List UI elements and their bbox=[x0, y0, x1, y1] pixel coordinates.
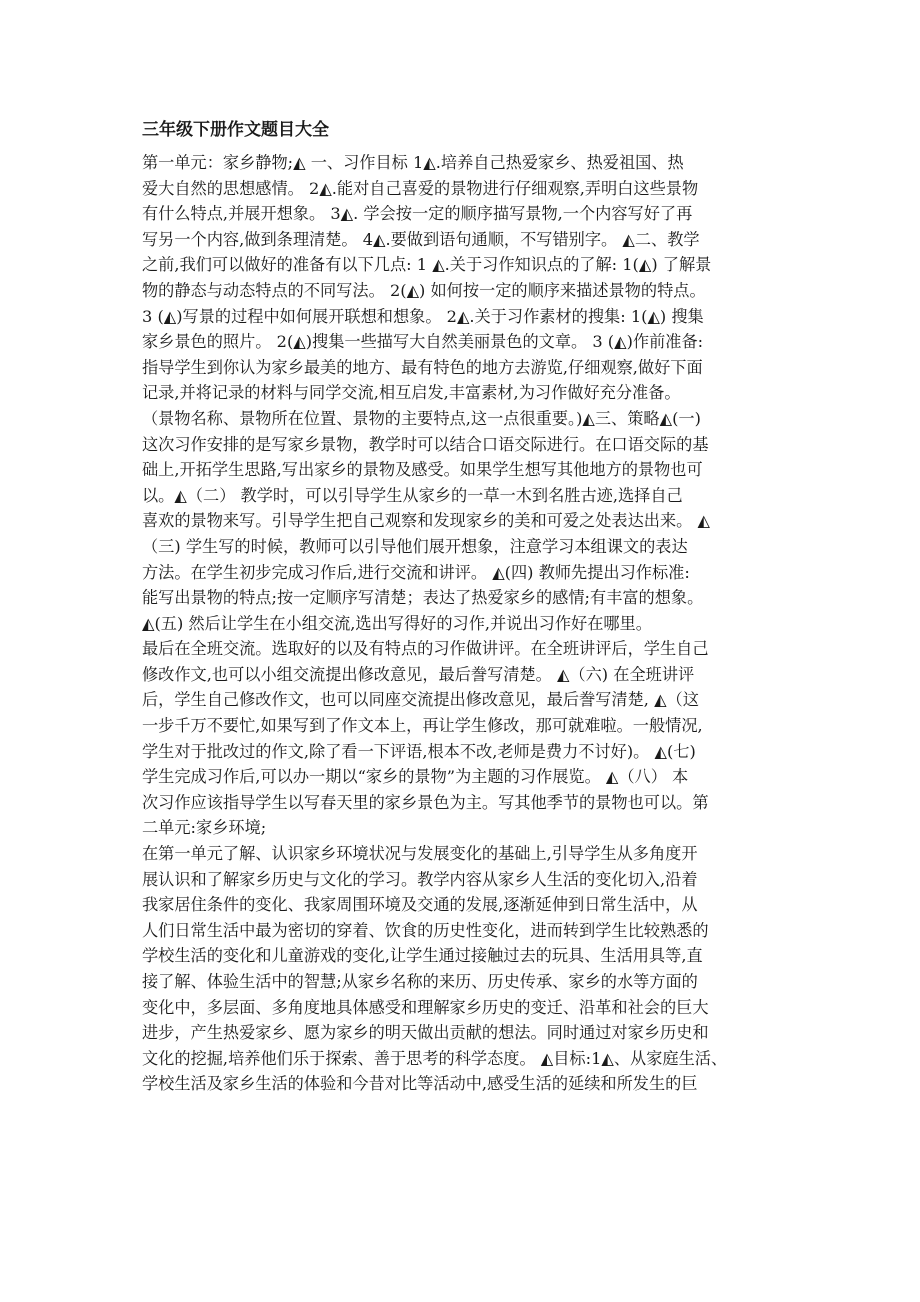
text-line: 最后在全班交流。选取好的以及有特点的习作做讲评。在全班讲评后，学生自己 bbox=[142, 639, 709, 659]
text-line: （景物名称、景物所在位置、景物的主要特点,这一点很重要。)◭三、策略◭(一) bbox=[142, 408, 701, 428]
text-line: 学校生活及家乡生活的体验和今昔对比等活动中,感受生活的延续和所发生的巨 bbox=[142, 1074, 698, 1094]
text-line: 人们日常生活中最为密切的穿着、饮食的历史性变化，进而转到学生比较熟悉的 bbox=[142, 920, 709, 940]
text-line: 础上,开拓学生思路,写出家乡的景物及感受。如果学生想写其他地方的景物也可 bbox=[142, 460, 703, 480]
text-line: 物的静态与动态特点的不同写法。 2(◭) 如何按一定的顺序来描述景物的特点。 bbox=[142, 280, 706, 300]
text-line: 写另一个内容,做到条理清楚。 4◭.要做到语句通顺，不写错别字。 ◭二、教学 bbox=[142, 229, 700, 249]
text-line: 修改作文,也可以小组交流提出修改意见，最后誊写清楚。 ◭（六) 在全班讲评 bbox=[142, 664, 695, 684]
document-body bbox=[142, 150, 802, 1097]
text-line: 一步千万不要忙,如果写到了作文本上，再让学生修改，那可就难啦。一般情况, bbox=[142, 716, 703, 736]
text-line: 喜欢的景物来写。引导学生把自己观察和发现家乡的美和可爱之处表达出来。 ◭ bbox=[142, 511, 710, 531]
text-line: 进步，产生热爱家乡、愿为家乡的明天做出贡献的想法。同时通过对家乡历史和 bbox=[142, 1023, 709, 1043]
text-line: （三) 学生写的时候，教师可以引导他们展开想象，注意学习本组课文的表达 bbox=[142, 536, 688, 556]
text-line: 3 (◭)写景的过程中如何展开联想和想象。 2◭.关于习作素材的搜集: 1(◭) 搜集 bbox=[142, 306, 704, 326]
text-line: 家乡景色的照片。 2(◭)搜集一些描写大自然美丽景色的文章。 3 (◭)作前准备: bbox=[142, 332, 704, 352]
text-line: 二单元:家乡环境; bbox=[142, 818, 267, 838]
text-line: 我家居住条件的变化、我家周围环境及交通的发展,逐渐延伸到日常生活中，从 bbox=[142, 895, 698, 915]
text-line: 爱大自然的思想感情。 2◭.能对自己喜爱的景物进行仔细观察,弄明白这些景物 bbox=[142, 178, 699, 198]
text-line: 展认识和了解家乡历史与文化的学习。教学内容从家乡人生活的变化切入,沿着 bbox=[142, 869, 698, 889]
text-line: 有什么特点,并展开想象。 3◭. 学会按一定的顺序描写景物,一个内容写好了再 bbox=[142, 204, 693, 224]
text-line: 记录,并将记录的材料与同学交流,相互启发,丰富素材,为习作做好充分准备。 bbox=[142, 383, 681, 403]
text-line: ◭(五) 然后让学生在小组交流,选出写得好的习作,并说出习作好在哪里。 bbox=[142, 613, 652, 633]
text-line: 次习作应该指导学生以写春天里的家乡景色为主。写其他季节的景物也可以。第 bbox=[142, 792, 709, 812]
text-line: 学生完成习作后,可以办一期以“家乡的景物”为主题的习作展览。 ◭（八） 本 bbox=[142, 767, 689, 787]
text-line: 第一单元：家乡静物;◭ 一、习作目标 1◭.培养自己热爱家乡、热爱祖国、热 bbox=[142, 153, 684, 172]
text-line: 学生对于批改过的作文,除了看一下评语,根本不改,老师是费力不讨好)。 ◭(七) bbox=[142, 741, 696, 761]
document-title: 三年级下册作文题目大全 bbox=[142, 120, 329, 140]
text-line: 以。◭（二） 教学时，可以引导学生从家乡的一草一木到名胜古迹,选择自己 bbox=[142, 485, 683, 505]
text-line: 方法。在学生初步完成习作后,进行交流和讲评。 ◭(四) 教师先提出习作标准: bbox=[142, 562, 690, 582]
text-line: 在第一单元了解、认识家乡环境状况与发展变化的基础上,引导学生从多角度开 bbox=[142, 844, 698, 864]
text-line: 能写出景物的特点;按一定顺序写清楚；表达了热爱家乡的感情;有丰富的想象。 bbox=[142, 588, 704, 608]
text-line: 后，学生自己修改作文，也可以同座交流提出修改意见，最后誊写清楚, ◭（这 bbox=[142, 690, 699, 710]
text-line: 变化中，多层面、多角度地具体感受和理解家乡历史的变迁、沿革和社会的巨大 bbox=[142, 997, 709, 1017]
text-line: 学校生活的变化和儿童游戏的变化,让学生通过接触过去的玩具、生活用具等,直 bbox=[142, 946, 703, 966]
text-line: 接了解、体验生活中的智慧;从家乡名称的来历、历史传承、家乡的水等方面的 bbox=[142, 972, 698, 991]
text-line: 文化的挖掘,培养他们乐于探索、善于思考的科学态度。 ◭目标:1◭、从家庭生活、 bbox=[142, 1048, 728, 1068]
text-line: 指导学生到你认为家乡最美的地方、最有特色的地方去游览,仔细观察,做好下面 bbox=[142, 357, 703, 377]
text-line: 之前,我们可以做好的准备有以下几点: 1 ◭.关于习作知识点的了解: 1(◭) 了解景 bbox=[142, 255, 712, 275]
text-line: 这次习作安排的是写家乡景物，教学时可以结合口语交际进行。在口语交际的基 bbox=[142, 434, 709, 454]
